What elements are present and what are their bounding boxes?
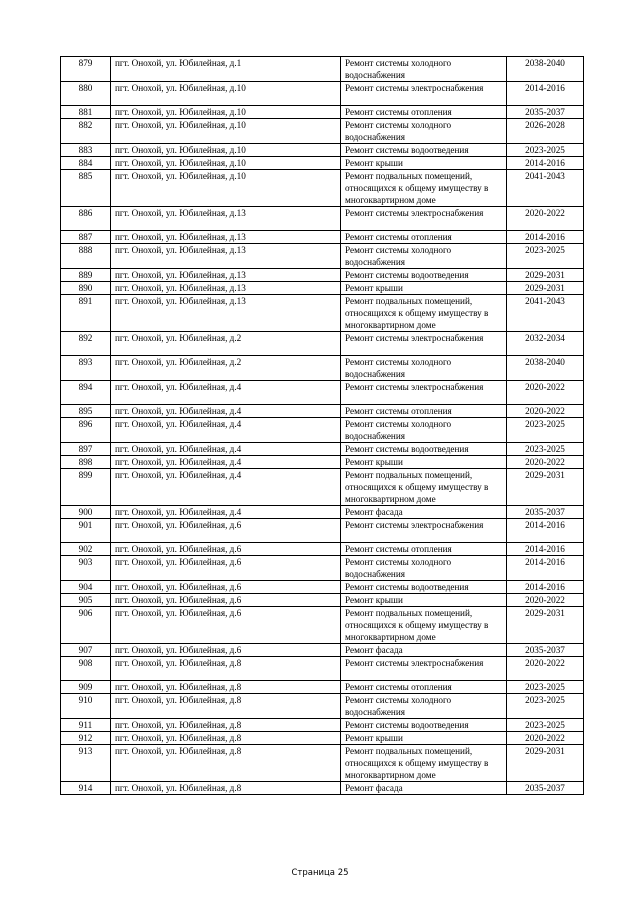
table-row bbox=[61, 456, 584, 469]
table-row bbox=[61, 244, 584, 269]
row-number-cell: 892 bbox=[61, 332, 111, 356]
address-cell: пгт. Онохой, ул. Юбилейная, д.13 bbox=[111, 207, 341, 231]
work-type-cell: Ремонт системы водоотведения bbox=[341, 443, 507, 456]
period-cell: 2035-2037 bbox=[507, 644, 584, 657]
row-number-cell: 900 bbox=[61, 506, 111, 519]
address-cell: пгт. Онохой, ул. Юбилейная, д.6 bbox=[111, 594, 341, 607]
address-cell: пгт. Онохой, ул. Юбилейная, д.13 bbox=[111, 244, 341, 269]
row-number-cell: 891 bbox=[61, 295, 111, 332]
period-cell: 2029-2031 bbox=[507, 282, 584, 295]
address-cell: пгт. Онохой, ул. Юбилейная, д.13 bbox=[111, 282, 341, 295]
table-row bbox=[61, 719, 584, 732]
work-type-cell: Ремонт системы отопления bbox=[341, 231, 507, 244]
address-cell: пгт. Онохой, ул. Юбилейная, д.4 bbox=[111, 443, 341, 456]
row-number-cell: 911 bbox=[61, 719, 111, 732]
row-number-cell: 904 bbox=[61, 581, 111, 594]
period-cell: 2026-2028 bbox=[507, 119, 584, 144]
table-row bbox=[61, 282, 584, 295]
period-cell: 2029-2031 bbox=[507, 469, 584, 506]
address-cell: пгт. Онохой, ул. Юбилейная, д.4 bbox=[111, 456, 341, 469]
row-number-cell: 885 bbox=[61, 170, 111, 207]
table-row bbox=[61, 381, 584, 405]
table-row bbox=[61, 207, 584, 231]
row-number-cell: 907 bbox=[61, 644, 111, 657]
address-cell: пгт. Онохой, ул. Юбилейная, д.6 bbox=[111, 519, 341, 543]
work-type-cell: Ремонт системы электроснабжения bbox=[341, 207, 507, 231]
period-cell: 2020-2022 bbox=[507, 594, 584, 607]
table-row bbox=[61, 644, 584, 657]
period-cell: 2020-2022 bbox=[507, 207, 584, 231]
address-cell: пгт. Онохой, ул. Юбилейная, д.10 bbox=[111, 144, 341, 157]
row-number-cell: 889 bbox=[61, 269, 111, 282]
table-row bbox=[61, 82, 584, 106]
period-cell: 2029-2031 bbox=[507, 269, 584, 282]
period-cell: 2023-2025 bbox=[507, 144, 584, 157]
table-row bbox=[61, 607, 584, 644]
work-type-cell: Ремонт фасада bbox=[341, 644, 507, 657]
row-number-cell: 903 bbox=[61, 556, 111, 581]
row-number-cell: 893 bbox=[61, 356, 111, 381]
work-type-cell: Ремонт системы отопления bbox=[341, 106, 507, 119]
table-row bbox=[61, 556, 584, 581]
row-number-cell: 888 bbox=[61, 244, 111, 269]
table-row bbox=[61, 405, 584, 418]
period-cell: 2014-2016 bbox=[507, 82, 584, 106]
address-cell: пгт. Онохой, ул. Юбилейная, д.8 bbox=[111, 745, 341, 782]
row-number-cell: 912 bbox=[61, 732, 111, 745]
work-type-cell: Ремонт крыши bbox=[341, 282, 507, 295]
row-number-cell: 882 bbox=[61, 119, 111, 144]
period-cell: 2032-2034 bbox=[507, 332, 584, 356]
table-row bbox=[61, 543, 584, 556]
work-type-cell: Ремонт системы холодного водоснабжения bbox=[341, 356, 507, 381]
period-cell: 2020-2022 bbox=[507, 405, 584, 418]
period-cell: 2041-2043 bbox=[507, 295, 584, 332]
address-cell: пгт. Онохой, ул. Юбилейная, д.10 bbox=[111, 106, 341, 119]
table-body bbox=[61, 57, 584, 795]
address-cell: пгт. Онохой, ул. Юбилейная, д.2 bbox=[111, 356, 341, 381]
table-row bbox=[61, 170, 584, 207]
work-type-cell: Ремонт системы электроснабжения bbox=[341, 519, 507, 543]
work-type-cell: Ремонт системы водоотведения bbox=[341, 144, 507, 157]
period-cell: 2035-2037 bbox=[507, 782, 584, 795]
period-cell: 2023-2025 bbox=[507, 694, 584, 719]
table-row bbox=[61, 681, 584, 694]
period-cell: 2041-2043 bbox=[507, 170, 584, 207]
address-cell: пгт. Онохой, ул. Юбилейная, д.13 bbox=[111, 269, 341, 282]
period-cell: 2023-2025 bbox=[507, 681, 584, 694]
work-type-cell: Ремонт системы холодного водоснабжения bbox=[341, 694, 507, 719]
work-type-cell: Ремонт подвальных помещений, относящихся к общему имуществу в многоквартирном доме bbox=[341, 469, 507, 506]
table-row bbox=[61, 657, 584, 681]
period-cell: 2029-2031 bbox=[507, 607, 584, 644]
address-cell: пгт. Онохой, ул. Юбилейная, д.1 bbox=[111, 57, 341, 82]
table-row bbox=[61, 57, 584, 82]
address-cell: пгт. Онохой, ул. Юбилейная, д.13 bbox=[111, 295, 341, 332]
work-type-cell: Ремонт крыши bbox=[341, 732, 507, 745]
work-type-cell: Ремонт подвальных помещений, относящихся к общему имуществу в многоквартирном доме bbox=[341, 295, 507, 332]
work-type-cell: Ремонт системы холодного водоснабжения bbox=[341, 556, 507, 581]
work-type-cell: Ремонт системы холодного водоснабжения bbox=[341, 57, 507, 82]
period-cell: 2014-2016 bbox=[507, 519, 584, 543]
work-type-cell: Ремонт фасада bbox=[341, 506, 507, 519]
address-cell: пгт. Онохой, ул. Юбилейная, д.8 bbox=[111, 694, 341, 719]
row-number-cell: 879 bbox=[61, 57, 111, 82]
period-cell: 2023-2025 bbox=[507, 719, 584, 732]
table-row bbox=[61, 745, 584, 782]
table-row bbox=[61, 694, 584, 719]
table-row bbox=[61, 443, 584, 456]
period-cell: 2014-2016 bbox=[507, 556, 584, 581]
address-cell: пгт. Онохой, ул. Юбилейная, д.4 bbox=[111, 381, 341, 405]
row-number-cell: 913 bbox=[61, 745, 111, 782]
work-type-cell: Ремонт крыши bbox=[341, 157, 507, 170]
period-cell: 2023-2025 bbox=[507, 443, 584, 456]
row-number-cell: 881 bbox=[61, 106, 111, 119]
table-row bbox=[61, 157, 584, 170]
table-row bbox=[61, 106, 584, 119]
table-row bbox=[61, 144, 584, 157]
period-cell: 2038-2040 bbox=[507, 57, 584, 82]
row-number-cell: 880 bbox=[61, 82, 111, 106]
table-row bbox=[61, 469, 584, 506]
row-number-cell: 908 bbox=[61, 657, 111, 681]
period-cell: 2014-2016 bbox=[507, 157, 584, 170]
address-cell: пгт. Онохой, ул. Юбилейная, д.8 bbox=[111, 719, 341, 732]
row-number-cell: 910 bbox=[61, 694, 111, 719]
period-cell: 2035-2037 bbox=[507, 106, 584, 119]
work-type-cell: Ремонт подвальных помещений, относящихся к общему имуществу в многоквартирном доме bbox=[341, 607, 507, 644]
work-type-cell: Ремонт фасада bbox=[341, 782, 507, 795]
address-cell: пгт. Онохой, ул. Юбилейная, д.8 bbox=[111, 681, 341, 694]
period-cell: 2014-2016 bbox=[507, 231, 584, 244]
row-number-cell: 905 bbox=[61, 594, 111, 607]
work-type-cell: Ремонт крыши bbox=[341, 594, 507, 607]
work-type-cell: Ремонт системы холодного водоснабжения bbox=[341, 119, 507, 144]
work-type-cell: Ремонт системы электроснабжения bbox=[341, 381, 507, 405]
work-type-cell: Ремонт системы отопления bbox=[341, 681, 507, 694]
period-cell: 2014-2016 bbox=[507, 581, 584, 594]
row-number-cell: 884 bbox=[61, 157, 111, 170]
address-cell: пгт. Онохой, ул. Юбилейная, д.6 bbox=[111, 556, 341, 581]
work-type-cell: Ремонт системы водоотведения bbox=[341, 269, 507, 282]
repair-schedule-table bbox=[60, 56, 584, 795]
period-cell: 2020-2022 bbox=[507, 657, 584, 681]
work-type-cell: Ремонт системы отопления bbox=[341, 405, 507, 418]
row-number-cell: 896 bbox=[61, 418, 111, 443]
period-cell: 2038-2040 bbox=[507, 356, 584, 381]
address-cell: пгт. Онохой, ул. Юбилейная, д.4 bbox=[111, 469, 341, 506]
table-row bbox=[61, 269, 584, 282]
table-row bbox=[61, 332, 584, 356]
row-number-cell: 886 bbox=[61, 207, 111, 231]
work-type-cell: Ремонт крыши bbox=[341, 456, 507, 469]
row-number-cell: 901 bbox=[61, 519, 111, 543]
row-number-cell: 902 bbox=[61, 543, 111, 556]
address-cell: пгт. Онохой, ул. Юбилейная, д.10 bbox=[111, 82, 341, 106]
row-number-cell: 914 bbox=[61, 782, 111, 795]
work-type-cell: Ремонт подвальных помещений, относящихся к общему имуществу в многоквартирном доме bbox=[341, 745, 507, 782]
row-number-cell: 899 bbox=[61, 469, 111, 506]
address-cell: пгт. Онохой, ул. Юбилейная, д.8 bbox=[111, 657, 341, 681]
address-cell: пгт. Онохой, ул. Юбилейная, д.10 bbox=[111, 157, 341, 170]
row-number-cell: 906 bbox=[61, 607, 111, 644]
row-number-cell: 909 bbox=[61, 681, 111, 694]
address-cell: пгт. Онохой, ул. Юбилейная, д.10 bbox=[111, 119, 341, 144]
address-cell: пгт. Онохой, ул. Юбилейная, д.10 bbox=[111, 170, 341, 207]
address-cell: пгт. Онохой, ул. Юбилейная, д.13 bbox=[111, 231, 341, 244]
table-row bbox=[61, 581, 584, 594]
table-row bbox=[61, 119, 584, 144]
table-row bbox=[61, 506, 584, 519]
table-row bbox=[61, 732, 584, 745]
row-number-cell: 898 bbox=[61, 456, 111, 469]
address-cell: пгт. Онохой, ул. Юбилейная, д.4 bbox=[111, 405, 341, 418]
work-type-cell: Ремонт подвальных помещений, относящихся к общему имуществу в многоквартирном доме bbox=[341, 170, 507, 207]
row-number-cell: 883 bbox=[61, 144, 111, 157]
address-cell: пгт. Онохой, ул. Юбилейная, д.4 bbox=[111, 418, 341, 443]
period-cell: 2014-2016 bbox=[507, 543, 584, 556]
work-type-cell: Ремонт системы электроснабжения bbox=[341, 332, 507, 356]
row-number-cell: 894 bbox=[61, 381, 111, 405]
work-type-cell: Ремонт системы электроснабжения bbox=[341, 657, 507, 681]
row-number-cell: 895 bbox=[61, 405, 111, 418]
period-cell: 2029-2031 bbox=[507, 745, 584, 782]
period-cell: 2035-2037 bbox=[507, 506, 584, 519]
address-cell: пгт. Онохой, ул. Юбилейная, д.4 bbox=[111, 506, 341, 519]
period-cell: 2020-2022 bbox=[507, 381, 584, 405]
period-cell: 2020-2022 bbox=[507, 456, 584, 469]
address-cell: пгт. Онохой, ул. Юбилейная, д.6 bbox=[111, 644, 341, 657]
table-row bbox=[61, 519, 584, 543]
period-cell: 2023-2025 bbox=[507, 244, 584, 269]
work-type-cell: Ремонт системы водоотведения bbox=[341, 581, 507, 594]
page-number: Страница 25 bbox=[291, 868, 349, 878]
period-cell: 2023-2025 bbox=[507, 418, 584, 443]
table-row bbox=[61, 594, 584, 607]
address-cell: пгт. Онохой, ул. Юбилейная, д.6 bbox=[111, 543, 341, 556]
row-number-cell: 890 bbox=[61, 282, 111, 295]
work-type-cell: Ремонт системы холодного водоснабжения bbox=[341, 244, 507, 269]
address-cell: пгт. Онохой, ул. Юбилейная, д.6 bbox=[111, 607, 341, 644]
work-type-cell: Ремонт системы электроснабжения bbox=[341, 82, 507, 106]
address-cell: пгт. Онохой, ул. Юбилейная, д.2 bbox=[111, 332, 341, 356]
work-type-cell: Ремонт системы водоотведения bbox=[341, 719, 507, 732]
table-row bbox=[61, 356, 584, 381]
work-type-cell: Ремонт системы холодного водоснабжения bbox=[341, 418, 507, 443]
table-row bbox=[61, 231, 584, 244]
row-number-cell: 887 bbox=[61, 231, 111, 244]
work-type-cell: Ремонт системы отопления bbox=[341, 543, 507, 556]
row-number-cell: 897 bbox=[61, 443, 111, 456]
address-cell: пгт. Онохой, ул. Юбилейная, д.6 bbox=[111, 581, 341, 594]
table-row bbox=[61, 782, 584, 795]
period-cell: 2020-2022 bbox=[507, 732, 584, 745]
address-cell: пгт. Онохой, ул. Юбилейная, д.8 bbox=[111, 782, 341, 795]
address-cell: пгт. Онохой, ул. Юбилейная, д.8 bbox=[111, 732, 341, 745]
table-row bbox=[61, 418, 584, 443]
table-row bbox=[61, 295, 584, 332]
